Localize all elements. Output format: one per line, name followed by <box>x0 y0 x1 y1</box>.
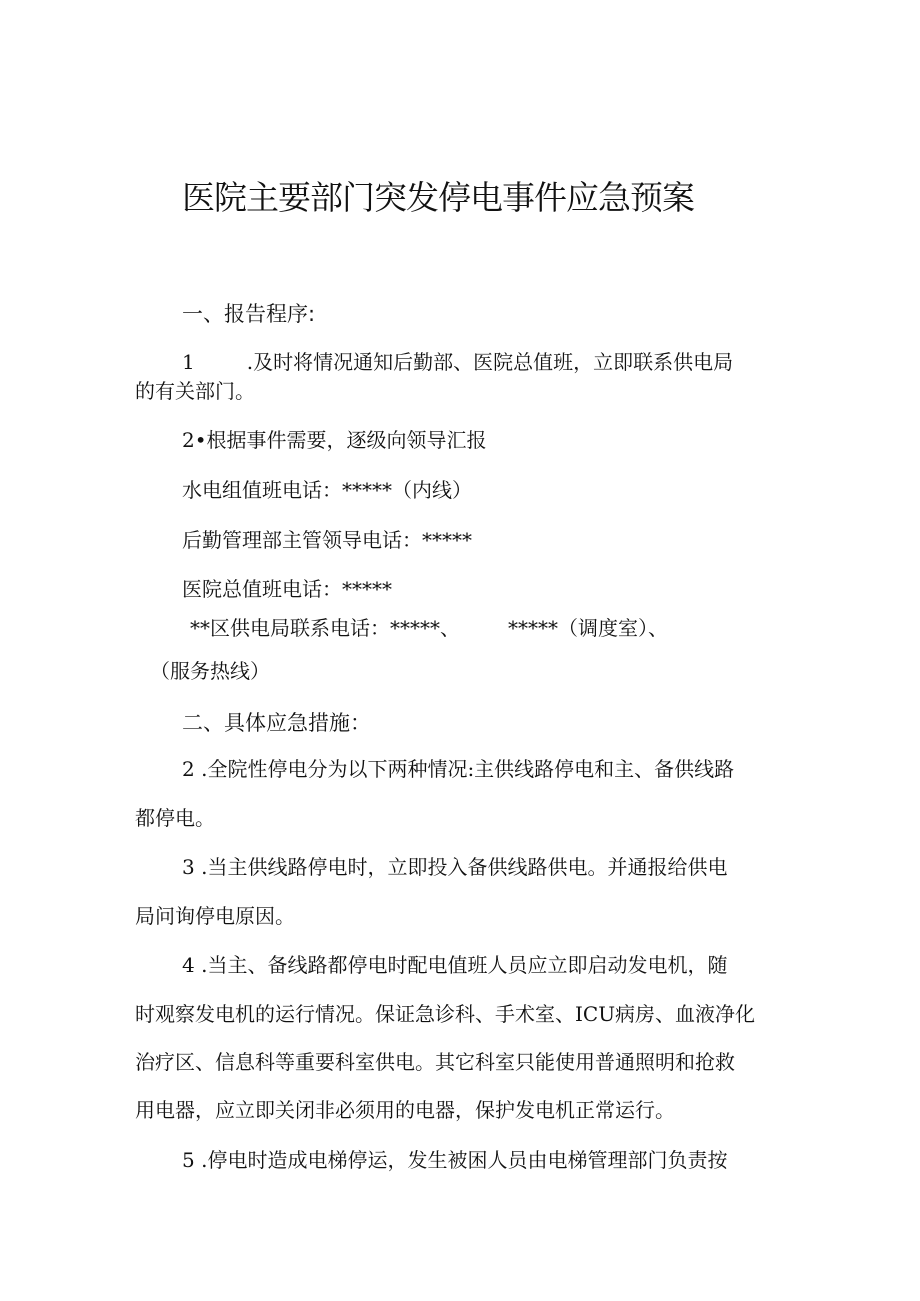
phone-power-bureau <box>190 618 668 638</box>
item-4-line-4: 用电器，应立即关闭非必须用的电器，保护发电机正常运行。 <box>135 1098 675 1122</box>
phone-duty: 医院总值班电话：***** <box>182 577 392 601</box>
phone-power-hotline: （服务热线） <box>150 659 270 683</box>
item-2-line-1: 2 .全院性停电分为以下两种情况:主供线路停电和主、备供线路 <box>182 757 735 781</box>
item-1-text: .及时将情况通知后勤部、医院总值班，立即联系供电局 <box>246 350 734 374</box>
item-1-line-2: 的有关部门。 <box>135 379 255 403</box>
item-3-line-1: 3 .当主供线路停电时，立即投入备供线路供电。并通报给供电 <box>182 855 728 879</box>
phone-logistics: 后勤管理部主管领导电话：***** <box>182 528 472 552</box>
item-4-line-2: 时观察发电机的运行情况。保证急诊科、手术室、ICU病房、血液净化 <box>135 1002 756 1026</box>
item-3-line-2: 局问询停电原因。 <box>135 904 295 928</box>
item-4-line-3: 治疗区、信息科等重要科室供电。其它科室只能使用普通照明和抢救 <box>135 1050 735 1074</box>
item-4-line-1: 4 .当主、备线路都停电时配电值班人员应立即启动发电机，随 <box>182 953 728 977</box>
document-title: 医院主要部门突发停电事件应急预案 <box>182 178 694 217</box>
item-2-line-2: 都停电。 <box>135 806 215 830</box>
phone-water-electric: 水电组值班电话：*****（内线） <box>182 478 472 502</box>
phone-power-bureau-b: *****（调度室）、 <box>508 616 668 640</box>
item-2-report: 2•根据事件需要，逐级向领导汇报 <box>182 428 487 452</box>
item-1-line-1 <box>182 352 733 372</box>
section-heading-emergency-measures: 二、具体应急措施： <box>182 711 371 735</box>
section-heading-report-procedure: 一、报告程序: <box>182 302 316 326</box>
item-1-number: 1 <box>182 350 195 374</box>
item-5-line-1: 5 .停电时造成电梯停运，发生被困人员由电梯管理部门负责按 <box>182 1148 728 1172</box>
phone-power-bureau-a: **区供电局联系电话：*****、 <box>190 616 460 640</box>
